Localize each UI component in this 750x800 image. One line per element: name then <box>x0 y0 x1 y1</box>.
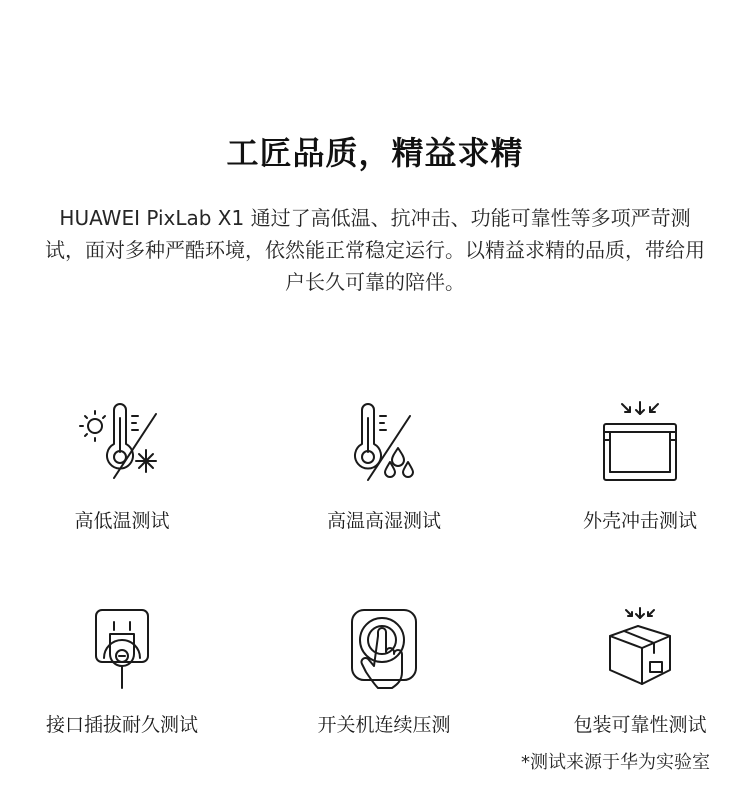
feature-label: 高温高湿测试 <box>326 510 441 532</box>
section-title: 工匠品质，精益求精 <box>226 134 524 172</box>
feature-high-temperature-humidity <box>259 400 509 533</box>
case-impact-icon <box>598 400 682 484</box>
thermometer-sun-snow-icon <box>80 400 164 484</box>
finger-press-button-icon <box>342 606 426 690</box>
feature-packaging-reliability <box>515 606 750 737</box>
feature-plug-durability <box>0 606 247 737</box>
feature-power-press <box>259 606 509 737</box>
power-plug-icon <box>80 606 164 690</box>
package-box-icon <box>598 606 682 690</box>
feature-label: 高低温测试 <box>74 510 170 532</box>
feature-label: 接口插拔耐久测试 <box>45 714 198 736</box>
feature-label: 外壳冲击测试 <box>582 510 697 532</box>
test-source-footnote: *测试来源于华为实验室 <box>521 752 710 773</box>
feature-label: 开关机连续压测 <box>317 714 451 736</box>
feature-label: 包装可靠性测试 <box>573 714 707 736</box>
feature-case-impact <box>515 400 750 533</box>
feature-high-low-temperature <box>0 400 247 533</box>
thermometer-droplets-icon <box>342 400 426 484</box>
section-description: HUAWEI PixLab X1 通过了高低温、抗冲击、功能可靠性等多项严苛测试，面对多种严酷环境，依然能正常稳定运行。以精益求精的品质，带给用户长久可靠的陪伴。 <box>45 206 705 294</box>
